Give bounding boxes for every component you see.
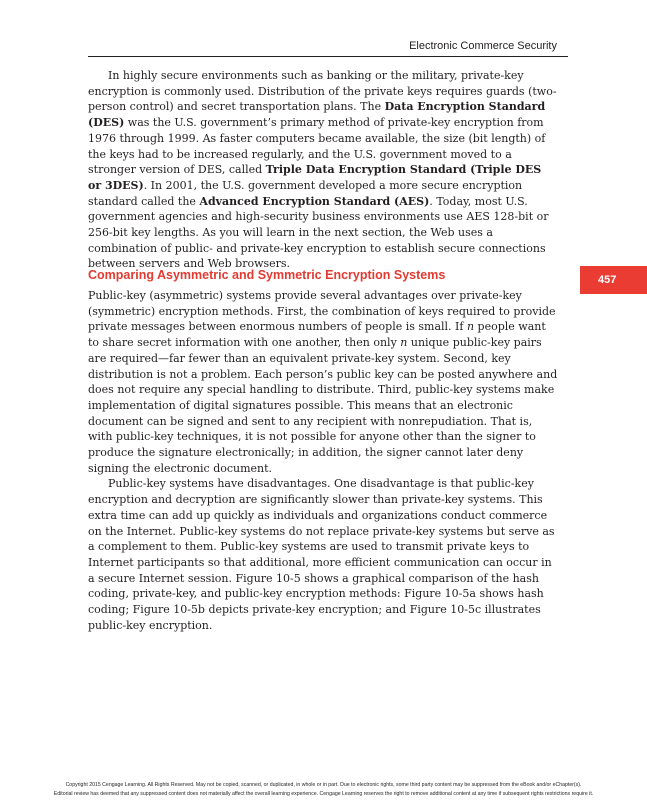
advantages-paragraph xyxy=(88,288,558,476)
disadvantages-paragraph: Public-key systems have disadvantages. One disadvantage is that public-key encryption and decryption are significantly slower than private-key systems. This extra time can add up quickly as individuals and organizations conduct commerce on the Internet. Public-key systems do not replace private-key systems but serve as a complement to them. Public-key systems are used to transmit private keys to Internet participants so that additional, more efficient communication can occur in a secure Internet session. Figure 10-5 shows a graphical comparison of the hash coding, private-key, and public-key encryption methods: Figure 10-5a shows hash coding; Figure 10-5b depicts private-key encryption; and Figure 10-5c illustrates public-key encryption. xyxy=(88,477,555,632)
intro-text-1: In highly secure environments such as banking or the military, private-key encryption is commonly used. Distribution of the private keys requires guards (two-person control) and secret transportation plans. The xyxy=(88,69,557,114)
copyright-line-2: Editorial review has deemed that any suppressed content does not materially affect the overall learning experience. Cengage Learning reserves the right to remove additional content at any time if subsequent rights restrictions require it. xyxy=(53,791,594,797)
header-rule xyxy=(88,56,568,57)
page-number: 457 xyxy=(598,274,617,286)
page-number-tab xyxy=(580,266,647,294)
intro-text-3: . In 2001, the U.S. government developed a more secure encryption standard called the xyxy=(88,178,523,208)
adv-text-1: Public-key (asymmetric) systems provide several advantages over private-key (symmetric) encryption methods. First, the combination of keys required to provide private messages between enormous numbers of people is small. If xyxy=(88,289,556,334)
intro-text-2: was the U.S. government’s primary method of private-key encryption from 1976 through 1999. As faster computers became available, the size (bit length) of the keys had to be increased regularly, and the U.S. government moved to a stronger version of DES, called xyxy=(88,116,546,177)
copyright-line-1: Copyright 2015 Cengage Learning. All Rights Reserved. May not be copied, scanned, or duplicated, in whole or in part. Due to electronic rights, some third party content may be suppressed from the eBook and/or eChapter(s). xyxy=(65,782,582,788)
section-heading: Comparing Asymmetric and Symmetric Encryption Systems xyxy=(88,268,446,282)
adv-text-2: people want to share secret information with one another, then only xyxy=(88,320,546,350)
var-n-2: n xyxy=(400,336,408,350)
term-aes: Advanced Encryption Standard (AES) xyxy=(199,194,430,208)
running-head: Electronic Commerce Security xyxy=(409,40,557,52)
intro-paragraph xyxy=(88,68,558,272)
intro-section xyxy=(88,68,558,272)
var-n-1: n xyxy=(466,320,475,334)
term-des: Data Encryption Standard (DES) xyxy=(88,100,546,130)
section-body xyxy=(88,288,558,633)
intro-text-4: . Today, most U.S. government agencies and high-security business environments use AES 128-bit or 256-bit key lengths. As you will learn in the next section, the Web uses a combination of public- and private-key encryption to establish secure connections between servers and Web browsers. xyxy=(88,194,549,271)
adv-text-3: unique public-key pairs are required—far fewer than an equivalent private-key system. Second, key distribution is not a problem. Each person’s public key can be posted anywhere and does not require any special handling to distribute. Third, public-key systems make implementation of digital signatures possible. This means that an electronic document can be signed and sent to any recipient with nonrepudiation. That is, with public-key techniques, it is not possible for anyone other than the signer to produce the signature electronically; in addition, the signer cannot later deny signing the electronic document. xyxy=(88,336,558,475)
term-triple-des: Triple Data Encryption Standard (Triple DES or 3DES) xyxy=(88,163,542,192)
